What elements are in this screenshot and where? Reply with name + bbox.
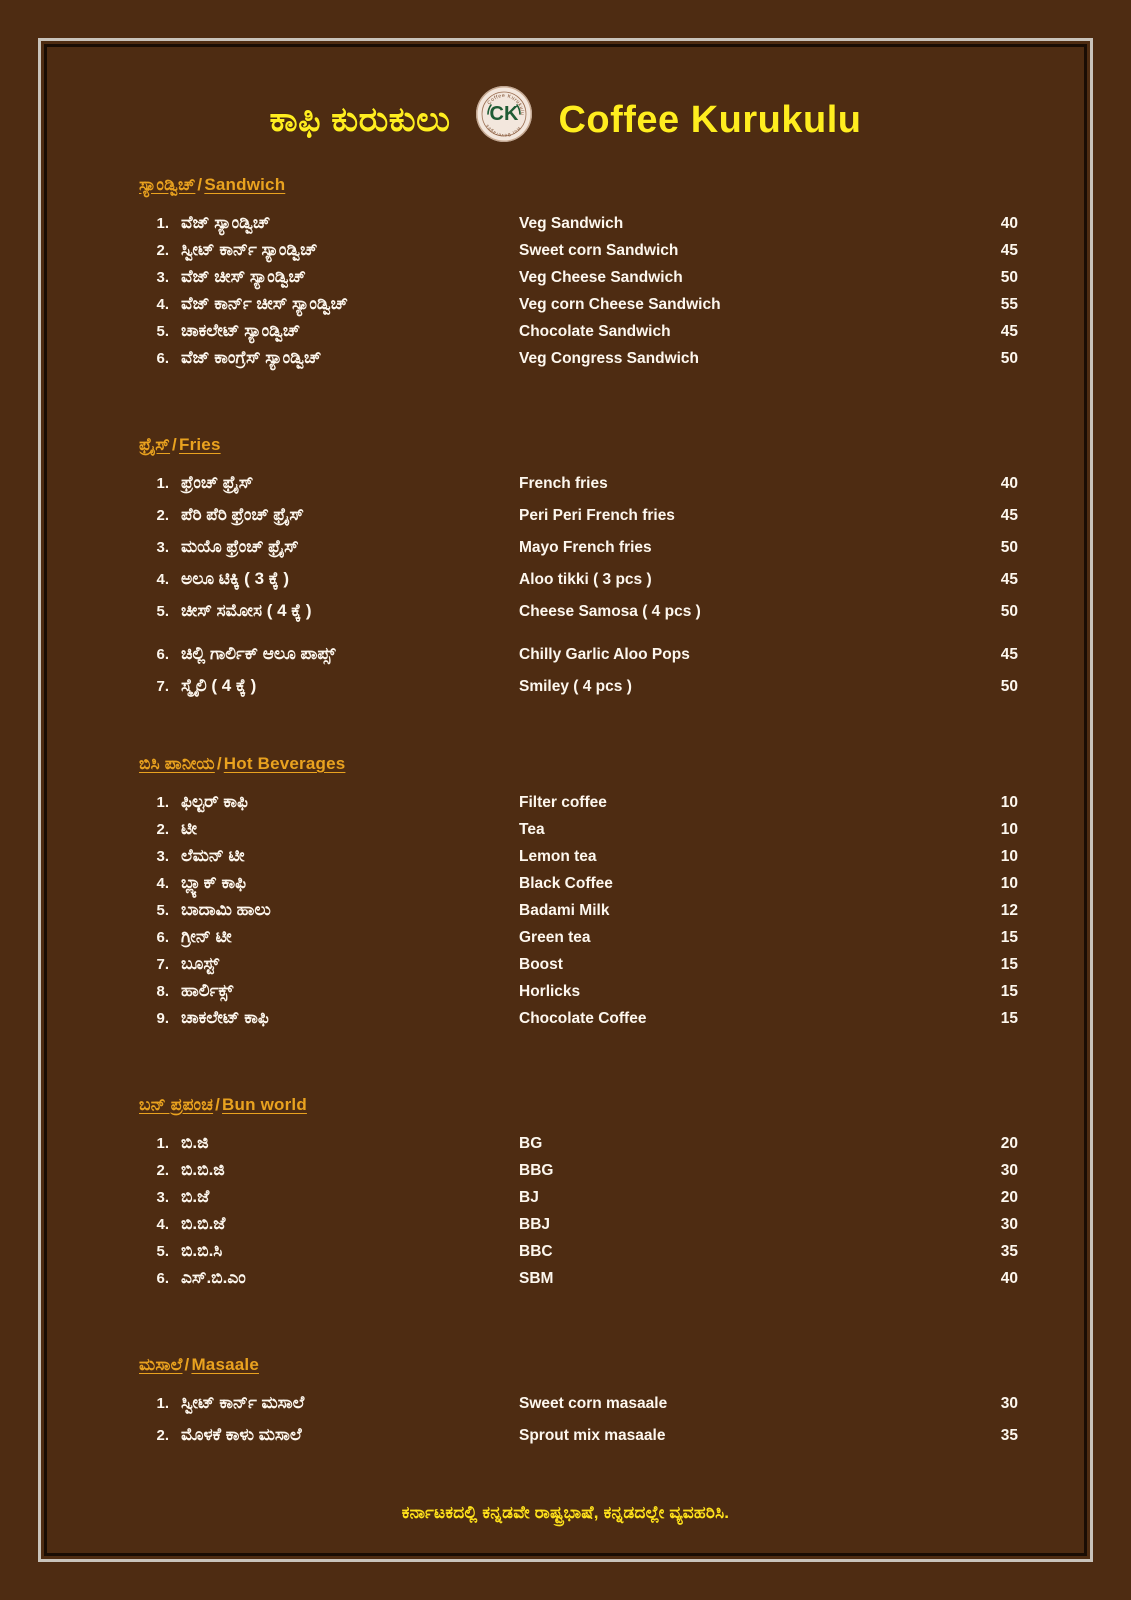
- item-name-english: Tea: [519, 821, 545, 838]
- item-name-kannada: ವೆಜ್ ಕಾರ್ನ್ ಚೀಸ್ ಸ್ಯಾಂಡ್ವಿಚ್: [181, 294, 348, 313]
- menu-item-list: [139, 1393, 1018, 1457]
- item-name-english: Veg Cheese Sandwich: [519, 269, 683, 286]
- menu-section-hot-beverages: [47, 754, 1084, 1035]
- menu-section-fries: [47, 435, 1084, 708]
- item-price: 20: [1000, 1189, 1018, 1206]
- item-name-kannada: ವೆಜ್ ಕಾಂಗ್ರೆಸ್ ಸ್ಯಾಂಡ್ವಿಚ್: [181, 348, 322, 367]
- menu-item-row[interactable]: [139, 294, 1018, 321]
- section-heading-hot-beverages: [139, 754, 1018, 774]
- item-name-kannada: ಚೀಸ್ ಸಮೋಸ ( 4 ಕ್ಕೆ ): [181, 601, 312, 620]
- item-name-kannada: ಮಯೊ ಫ್ರೆಂಚ್ ಫ್ರೈಸ್: [181, 537, 299, 556]
- item-price: 10: [1000, 794, 1018, 811]
- item-price: 30: [1000, 1395, 1018, 1412]
- svg-text:Hot Beverages: Hot Beverages: [484, 123, 523, 139]
- section-heading-english: Masaale: [191, 1355, 259, 1374]
- menu-item-row[interactable]: [139, 1268, 1018, 1295]
- item-number: 3.: [156, 848, 169, 865]
- item-number: 1.: [156, 215, 169, 232]
- item-price: 35: [1000, 1243, 1018, 1260]
- section-heading-separator: /: [184, 1355, 190, 1374]
- item-name-english: Peri Peri French fries: [519, 507, 675, 524]
- item-number: 8.: [156, 983, 169, 1000]
- section-heading-masaale: [139, 1355, 1018, 1375]
- menu-item-list: [139, 792, 1018, 1035]
- item-price: 45: [1000, 242, 1018, 259]
- menu-item-row[interactable]: [139, 1214, 1018, 1241]
- item-number: 7.: [156, 956, 169, 973]
- section-spacer: [47, 1295, 1084, 1355]
- item-name-english: BJ: [519, 1189, 539, 1206]
- menu-section-masaale: [47, 1355, 1084, 1457]
- section-heading-english: Hot Beverages: [223, 754, 346, 773]
- item-name-kannada: ಟೀ: [181, 819, 197, 838]
- item-name-kannada: ವೆಜ್ ಸ್ಯಾಂಡ್ವಿಚ್: [181, 213, 271, 232]
- item-name-kannada: ಮೊಳಕೆ ಕಾಳು ಮಸಾಲೆ: [181, 1425, 302, 1444]
- item-number: 9.: [156, 1010, 169, 1027]
- item-price: 10: [1000, 875, 1018, 892]
- item-price: 50: [1000, 539, 1018, 556]
- section-heading-bun-world: [139, 1095, 1018, 1115]
- menu-item-row[interactable]: [139, 1008, 1018, 1035]
- item-number: 5.: [156, 1243, 169, 1260]
- section-spacer: [47, 708, 1084, 754]
- item-price: 45: [1000, 507, 1018, 524]
- item-name-kannada: ಲೆಮನ್ ಟೀ: [181, 846, 245, 865]
- item-name-english: Mayo French fries: [519, 539, 652, 556]
- menu-item-row[interactable]: [139, 321, 1018, 348]
- section-heading-english: Sandwich: [204, 175, 286, 194]
- item-number: 6.: [156, 350, 169, 367]
- item-name-kannada: ಬೂಸ್ಟ್: [181, 954, 220, 973]
- item-number: 2.: [156, 1162, 169, 1179]
- coffee-kurukulu-logo-icon: [476, 86, 532, 142]
- section-heading-separator: /: [216, 754, 222, 773]
- item-name-english: Chocolate Coffee: [519, 1010, 647, 1027]
- menu-section-bun-world: [47, 1095, 1084, 1295]
- item-spacer: [139, 633, 1018, 644]
- item-name-kannada: ಫಿಲ್ಟರ್ ಕಾಫಿ: [181, 792, 248, 811]
- item-name-kannada: ಚಾಕಲೇಟ್ ಸ್ಯಾಂಡ್ವಿಚ್: [181, 321, 300, 340]
- menu-item-row[interactable]: [139, 1133, 1018, 1160]
- item-name-english: SBM: [519, 1270, 554, 1287]
- item-number: 3.: [156, 269, 169, 286]
- section-spacer: [47, 1035, 1084, 1095]
- item-name-english: Badami Milk: [519, 902, 610, 919]
- item-price: 10: [1000, 848, 1018, 865]
- item-price: 30: [1000, 1216, 1018, 1233]
- item-price: 15: [1000, 983, 1018, 1000]
- menu-item-row[interactable]: [139, 1160, 1018, 1187]
- item-name-english: BBJ: [519, 1216, 551, 1233]
- menu-item-row[interactable]: [139, 1425, 1018, 1457]
- item-number: 2.: [156, 1427, 169, 1444]
- menu-sections: [47, 175, 1084, 1523]
- item-name-english: Cheese Samosa ( 4 pcs ): [519, 603, 701, 620]
- item-name-english: Filter coffee: [519, 794, 607, 811]
- item-number: 4.: [156, 1216, 169, 1233]
- item-price: 50: [1000, 350, 1018, 367]
- item-name-english: Chilly Garlic Aloo Pops: [519, 646, 690, 663]
- menu-item-list: [139, 473, 1018, 708]
- menu-item-list: [139, 1133, 1018, 1295]
- item-number: 6.: [156, 929, 169, 946]
- restaurant-title-english: Coffee Kurukulu: [558, 98, 862, 141]
- item-price: 40: [1000, 1270, 1018, 1287]
- item-price: 40: [1000, 475, 1018, 492]
- page-frame-outer: [38, 38, 1093, 1562]
- svg-text:CK: CK: [490, 103, 519, 125]
- section-spacer: [47, 375, 1084, 435]
- item-name-english: Smiley ( 4 pcs ): [519, 678, 632, 695]
- menu-item-row[interactable]: [139, 846, 1018, 873]
- menu-section-sandwich: [47, 175, 1084, 375]
- item-price: 50: [1000, 603, 1018, 620]
- menu-item-row[interactable]: [139, 348, 1018, 375]
- menu-item-row[interactable]: [139, 1393, 1018, 1425]
- item-name-kannada: ಹಾರ್ಲಿಕ್ಸ್: [181, 981, 234, 1000]
- item-name-kannada: ಬಿ.ಜಿ: [181, 1133, 209, 1152]
- item-number: 1.: [156, 1135, 169, 1152]
- item-number: 6.: [156, 1270, 169, 1287]
- menu-item-row[interactable]: [139, 537, 1018, 569]
- item-price: 12: [1000, 902, 1018, 919]
- item-number: 3.: [156, 539, 169, 556]
- item-price: 15: [1000, 929, 1018, 946]
- item-name-kannada: ಬಿ.ಬಿ.ಜೆ: [181, 1214, 226, 1233]
- item-number: 1.: [156, 475, 169, 492]
- item-name-kannada: ಸ್ವೀಟ್ ಕಾರ್ನ್ ಸ್ಯಾಂಡ್ವಿಚ್: [181, 240, 318, 259]
- item-name-kannada: ಗ್ರೀನ್ ಟೀ: [181, 927, 232, 946]
- item-name-kannada: ಬಿ.ಬಿ.ಸಿ: [181, 1241, 223, 1260]
- item-number: 2.: [156, 507, 169, 524]
- item-name-kannada: ಫ್ರೆಂಚ್ ಫ್ರೈಸ್: [181, 473, 254, 492]
- menu-item-row[interactable]: [139, 1241, 1018, 1268]
- menu-item-row[interactable]: [139, 1187, 1018, 1214]
- item-number: 7.: [156, 678, 169, 695]
- item-number: 1.: [156, 794, 169, 811]
- item-name-english: Horlicks: [519, 983, 581, 1000]
- section-heading-kannada: ಫ್ರೈಸ್: [139, 435, 171, 454]
- item-number: 2.: [156, 821, 169, 838]
- item-number: 4.: [156, 296, 169, 313]
- item-name-kannada: ಬ್ಲ್ಯಾಕ್ ಕಾಫಿ: [181, 873, 247, 892]
- section-heading-separator: /: [197, 175, 203, 194]
- item-name-kannada: ಚಿಲ್ಲಿ ಗಾರ್ಲಿಕ್ ಆಲೂ ಪಾಪ್ಸ್: [181, 644, 336, 663]
- menu-item-row[interactable]: [139, 900, 1018, 927]
- menu-item-row[interactable]: [139, 569, 1018, 601]
- item-name-kannada: ಸ್ವೀಟ್ ಕಾರ್ನ್ ಮಸಾಲೆ: [181, 1393, 305, 1412]
- item-price: 55: [1000, 296, 1018, 313]
- menu-item-row[interactable]: [139, 473, 1018, 505]
- item-name-english: Aloo tikki ( 3 pcs ): [519, 571, 652, 588]
- restaurant-title-kannada: ಕಾಫಿ ಕುರುಕುಲು: [269, 100, 451, 139]
- item-number: 4.: [156, 571, 169, 588]
- section-heading-separator: /: [215, 1095, 221, 1114]
- section-heading-kannada: ಸ್ಯಾಂಡ್ವಿಚ್: [139, 175, 196, 194]
- item-name-kannada: ಚಾಕಲೇಟ್ ಕಾಫಿ: [181, 1008, 269, 1027]
- item-price: 50: [1000, 678, 1018, 695]
- item-name-kannada: ಬಿ.ಬಿ.ಜಿ: [181, 1160, 225, 1179]
- section-heading-kannada: ಬನ್ ಪ್ರಪಂಚ: [139, 1095, 214, 1114]
- item-name-kannada: ಪೆರಿ ಪೆರಿ ಫ್ರೆಂಚ್ ಫ್ರೈಸ್: [181, 505, 304, 524]
- item-name-english: Boost: [519, 956, 563, 973]
- item-price: 40: [1000, 215, 1018, 232]
- item-name-english: BG: [519, 1135, 543, 1152]
- item-name-kannada: ಸ್ಮೈಲಿ ( 4 ಕ್ಕೆ ): [181, 676, 257, 695]
- item-price: 30: [1000, 1162, 1018, 1179]
- menu-item-row[interactable]: [139, 240, 1018, 267]
- page-frame-inner: [44, 44, 1087, 1556]
- item-number: 6.: [156, 646, 169, 663]
- item-name-english: French fries: [519, 475, 608, 492]
- item-price: 50: [1000, 269, 1018, 286]
- item-price: 45: [1000, 323, 1018, 340]
- menu-item-row[interactable]: [139, 792, 1018, 819]
- item-name-english: Black Coffee: [519, 875, 613, 892]
- menu-item-row[interactable]: [139, 213, 1018, 240]
- item-name-english: Veg corn Cheese Sandwich: [519, 296, 721, 313]
- section-heading-sandwich: [139, 175, 1018, 195]
- menu-item-row[interactable]: [139, 644, 1018, 676]
- menu-item-row[interactable]: [139, 873, 1018, 900]
- item-name-english: BBG: [519, 1162, 554, 1179]
- item-price: 45: [1000, 571, 1018, 588]
- item-price: 35: [1000, 1427, 1018, 1444]
- menu-item-row[interactable]: [139, 505, 1018, 537]
- footer-spacer: [47, 1457, 1084, 1503]
- item-name-english: Green tea: [519, 929, 591, 946]
- item-name-english: Veg Sandwich: [519, 215, 624, 232]
- item-price: 20: [1000, 1135, 1018, 1152]
- item-name-kannada: ಎಸ್.ಬಿ.ಎಂ: [181, 1268, 246, 1287]
- menu-content: [47, 47, 1084, 1553]
- item-name-english: Sprout mix masaale: [519, 1427, 666, 1444]
- item-price: 15: [1000, 956, 1018, 973]
- menu-header: [47, 47, 1084, 175]
- menu-item-row[interactable]: [139, 601, 1018, 633]
- item-name-kannada: ಅಲೂ ಟಿಕ್ಕಿ ( 3 ಕ್ಕೆ ): [181, 569, 290, 588]
- item-name-english: Lemon tea: [519, 848, 597, 865]
- item-number: 3.: [156, 1189, 169, 1206]
- menu-item-row[interactable]: [139, 676, 1018, 708]
- item-name-kannada: ಬಿ.ಜೆ: [181, 1187, 210, 1206]
- item-price: 10: [1000, 821, 1018, 838]
- menu-item-row[interactable]: [139, 981, 1018, 1008]
- item-number: 2.: [156, 242, 169, 259]
- item-name-kannada: ಬಾದಾಮಿ ಹಾಲು: [181, 900, 271, 919]
- section-heading-separator: /: [172, 435, 177, 454]
- item-number: 1.: [156, 1395, 169, 1412]
- item-number: 4.: [156, 875, 169, 892]
- section-heading-english: Fries: [178, 435, 221, 454]
- svg-text:Coffee Kurukulu: Coffee Kurukulu: [486, 92, 526, 116]
- menu-item-row[interactable]: [139, 954, 1018, 981]
- item-name-english: Sweet corn masaale: [519, 1395, 668, 1412]
- item-price: 15: [1000, 1010, 1018, 1027]
- item-number: 5.: [156, 323, 169, 340]
- menu-item-row[interactable]: [139, 819, 1018, 846]
- section-heading-kannada: ಬಿಸಿ ಪಾನೀಯ: [139, 754, 215, 773]
- item-number: 5.: [156, 603, 169, 620]
- menu-item-row[interactable]: [139, 927, 1018, 954]
- item-price: 45: [1000, 646, 1018, 663]
- item-name-kannada: ವೆಜ್ ಚೀಸ್ ಸ್ಯಾಂಡ್ವಿಚ್: [181, 267, 306, 286]
- item-name-english: Chocolate Sandwich: [519, 323, 671, 340]
- item-number: 5.: [156, 902, 169, 919]
- menu-item-list: [139, 213, 1018, 375]
- section-heading-kannada: ಮಸಾಲೆ: [139, 1355, 183, 1374]
- section-heading-english: Bun world: [222, 1095, 307, 1114]
- section-heading-fries: [139, 435, 1018, 455]
- footer-slogan: ಕರ್ನಾಟಕದಲ್ಲಿ ಕನ್ನಡವೇ ರಾಷ್ಟ್ರಭಾಷೆ, ಕನ್ನಡದಲ್ಲೇ ವ್ಯವಹರಿಸಿ.: [401, 1503, 730, 1522]
- item-name-english: BBC: [519, 1243, 553, 1260]
- menu-item-row[interactable]: [139, 267, 1018, 294]
- item-name-english: Veg Congress Sandwich: [519, 350, 700, 367]
- item-name-english: Sweet corn Sandwich: [519, 242, 679, 259]
